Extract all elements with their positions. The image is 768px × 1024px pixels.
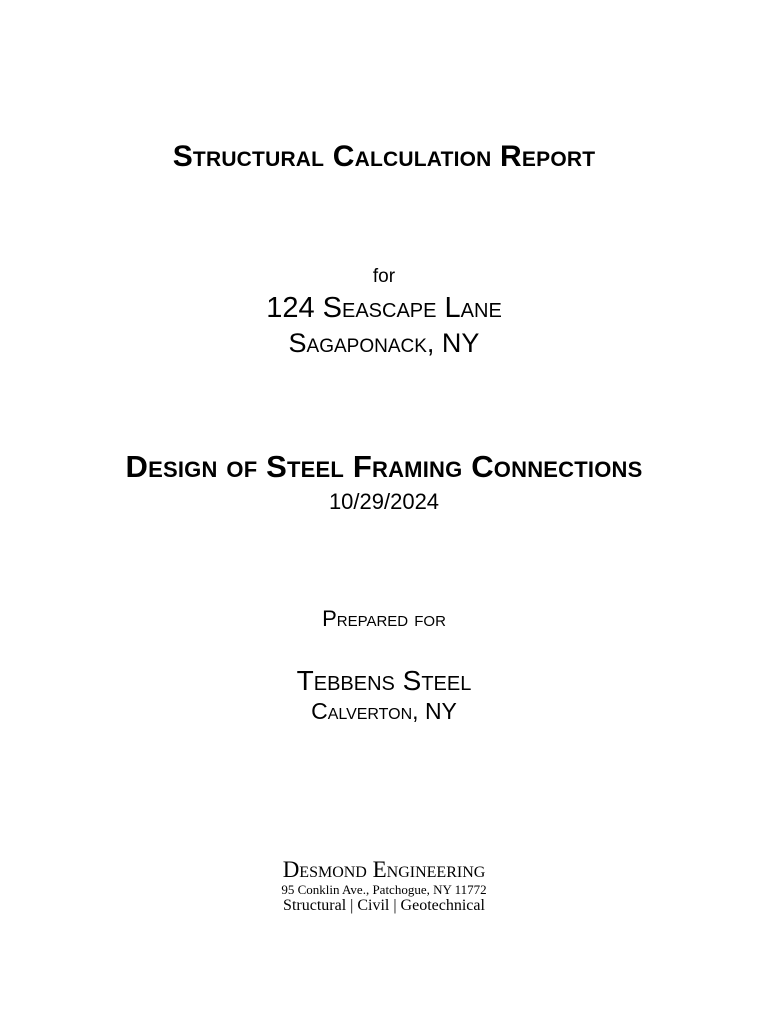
project-city: Sagaponack, NY: [288, 328, 480, 358]
report-title: Structural Calculation Report: [172, 140, 596, 173]
firm-services: Structural | Civil | Geotechnical: [283, 897, 485, 914]
report-subject: Design of Steel Framing Connections: [125, 449, 643, 484]
client-location: Calverton, NY: [311, 698, 457, 724]
prepared-for-label: Prepared for: [322, 606, 446, 631]
for-label: for: [372, 266, 396, 287]
report-date: 10/29/2024: [328, 489, 440, 514]
firm-address: 95 Conklin Ave., Patchogue, NY 11772: [281, 882, 487, 897]
project-address: 124 Seascape Lane: [266, 292, 502, 324]
client-name: Tebbens Steel: [296, 665, 472, 696]
firm-name: Desmond Engineering: [282, 857, 486, 882]
